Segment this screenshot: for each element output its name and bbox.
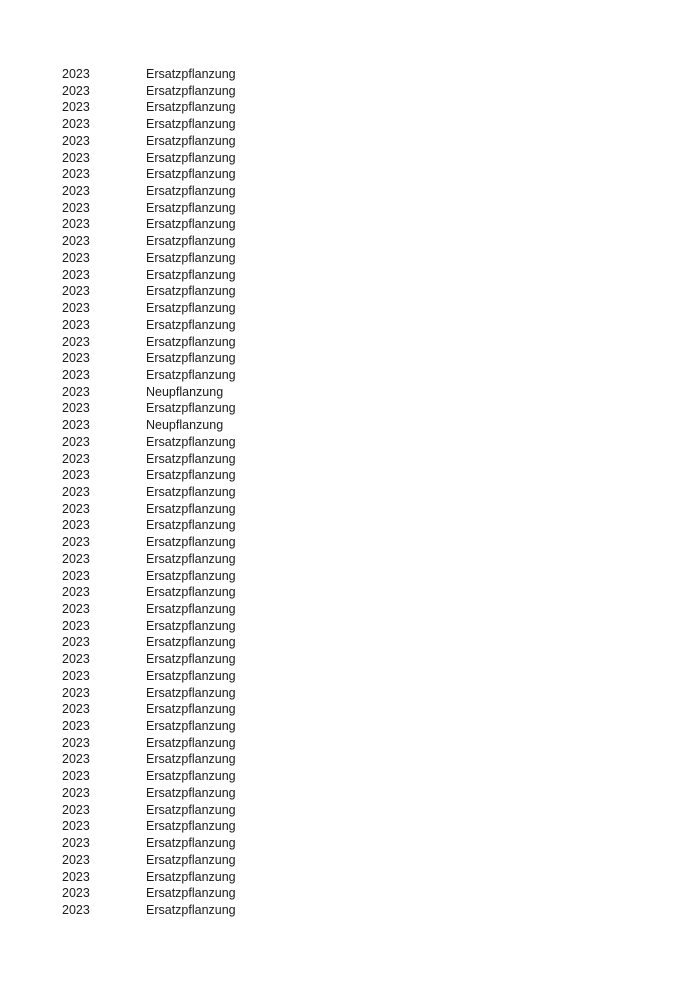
row-year: 2023: [62, 769, 90, 784]
row-year: 2023: [62, 83, 90, 98]
row-planting-type: Ersatzpflanzung: [146, 501, 236, 516]
row-year: 2023: [62, 117, 90, 132]
table-row: [62, 718, 700, 735]
row-year: 2023: [62, 200, 90, 215]
table-row: [62, 267, 700, 284]
row-planting-type: Ersatzpflanzung: [146, 551, 236, 566]
table-row: [62, 802, 700, 819]
table-row: [62, 133, 700, 150]
row-planting-type: Ersatzpflanzung: [146, 819, 236, 834]
row-planting-type: Ersatzpflanzung: [146, 618, 236, 633]
row-year: 2023: [62, 685, 90, 700]
table-row: [62, 350, 700, 367]
row-planting-type: Ersatzpflanzung: [146, 568, 236, 583]
row-year: 2023: [62, 752, 90, 767]
table-row: [62, 601, 700, 618]
row-planting-type: Ersatzpflanzung: [146, 468, 236, 483]
row-planting-type: Ersatzpflanzung: [146, 301, 236, 316]
row-year: 2023: [62, 384, 90, 399]
row-year: 2023: [62, 551, 90, 566]
table-row: [62, 869, 700, 886]
table-row: [62, 250, 700, 267]
row-planting-type: Ersatzpflanzung: [146, 167, 236, 182]
row-planting-type: Ersatzpflanzung: [146, 869, 236, 884]
table-row: [62, 751, 700, 768]
row-planting-type: Neupflanzung: [146, 418, 224, 433]
row-planting-type: Ersatzpflanzung: [146, 702, 236, 717]
row-planting-type: Ersatzpflanzung: [146, 367, 236, 382]
row-planting-type: Ersatzpflanzung: [146, 250, 236, 265]
row-year: 2023: [62, 468, 90, 483]
row-year: 2023: [62, 250, 90, 265]
row-planting-type: Ersatzpflanzung: [146, 317, 236, 332]
table-row: [62, 501, 700, 518]
row-planting-type: Ersatzpflanzung: [146, 434, 236, 449]
row-year: 2023: [62, 401, 90, 416]
table-row: [62, 467, 700, 484]
row-planting-type: Ersatzpflanzung: [146, 484, 236, 499]
row-planting-type: Ersatzpflanzung: [146, 836, 236, 851]
row-planting-type: Ersatzpflanzung: [146, 234, 236, 249]
table-row: [62, 701, 700, 718]
row-year: 2023: [62, 719, 90, 734]
table-row: [62, 852, 700, 869]
row-planting-type: Ersatzpflanzung: [146, 284, 236, 299]
row-year: 2023: [62, 585, 90, 600]
table-row: [62, 634, 700, 651]
row-year: 2023: [62, 902, 90, 917]
row-planting-type: Ersatzpflanzung: [146, 150, 236, 165]
row-year: 2023: [62, 652, 90, 667]
table-row: [62, 417, 700, 434]
table-row: [62, 317, 700, 334]
row-planting-type: Ersatzpflanzung: [146, 769, 236, 784]
row-planting-type: Ersatzpflanzung: [146, 668, 236, 683]
table-row: [62, 216, 700, 233]
table-row: [62, 166, 700, 183]
table-row: [62, 384, 700, 401]
row-year: 2023: [62, 501, 90, 516]
row-year: 2023: [62, 133, 90, 148]
row-planting-type: Ersatzpflanzung: [146, 451, 236, 466]
table-row: [62, 150, 700, 167]
row-year: 2023: [62, 167, 90, 182]
row-year: 2023: [62, 351, 90, 366]
row-year: 2023: [62, 635, 90, 650]
table-row: [62, 534, 700, 551]
row-planting-type: Ersatzpflanzung: [146, 902, 236, 917]
row-planting-type: Ersatzpflanzung: [146, 334, 236, 349]
row-planting-type: Ersatzpflanzung: [146, 67, 236, 81]
row-year: 2023: [62, 852, 90, 867]
table-row: [62, 283, 700, 300]
table-row: [62, 735, 700, 752]
row-year: 2023: [62, 668, 90, 683]
row-planting-type: Ersatzpflanzung: [146, 117, 236, 132]
row-year: 2023: [62, 317, 90, 332]
row-year: 2023: [62, 217, 90, 232]
row-year: 2023: [62, 334, 90, 349]
table-row: [62, 367, 700, 384]
table-row: [62, 400, 700, 417]
row-year: 2023: [62, 602, 90, 616]
table-row: [62, 99, 700, 116]
row-planting-type: Ersatzpflanzung: [146, 133, 236, 148]
row-year: 2023: [62, 434, 90, 449]
row-planting-type: Ersatzpflanzung: [146, 184, 236, 199]
table-row: [62, 451, 700, 468]
row-planting-type: Ersatzpflanzung: [146, 83, 236, 98]
table-row: [62, 818, 700, 835]
table-row: [62, 484, 700, 501]
table-row: [62, 668, 700, 685]
row-year: 2023: [62, 67, 90, 81]
row-year: 2023: [62, 367, 90, 382]
row-planting-type: Ersatzpflanzung: [146, 267, 236, 282]
row-year: 2023: [62, 267, 90, 282]
table-row: [62, 300, 700, 317]
row-planting-type: Ersatzpflanzung: [146, 685, 236, 700]
row-year: 2023: [62, 886, 90, 901]
table-row: [62, 768, 700, 785]
row-year: 2023: [62, 234, 90, 249]
row-year: 2023: [62, 535, 90, 550]
table-row: [62, 116, 700, 133]
row-planting-type: Ersatzpflanzung: [146, 802, 236, 817]
row-year: 2023: [62, 484, 90, 499]
row-year: 2023: [62, 785, 90, 800]
row-planting-type: Ersatzpflanzung: [146, 719, 236, 734]
row-planting-type: Ersatzpflanzung: [146, 602, 236, 616]
row-year: 2023: [62, 802, 90, 817]
row-planting-type: Ersatzpflanzung: [146, 217, 236, 232]
table-row: [62, 885, 700, 902]
table-row: [62, 434, 700, 451]
table-row: [62, 685, 700, 702]
row-year: 2023: [62, 735, 90, 750]
row-planting-type: Neupflanzung: [146, 384, 224, 399]
row-year: 2023: [62, 518, 90, 533]
table-row: [62, 200, 700, 217]
row-planting-type: Ersatzpflanzung: [146, 351, 236, 366]
row-planting-type: Ersatzpflanzung: [146, 886, 236, 901]
row-planting-type: Ersatzpflanzung: [146, 652, 236, 667]
row-year: 2023: [62, 702, 90, 717]
row-year: 2023: [62, 451, 90, 466]
row-year: 2023: [62, 418, 90, 433]
row-planting-type: Ersatzpflanzung: [146, 852, 236, 867]
row-year: 2023: [62, 301, 90, 316]
row-year: 2023: [62, 150, 90, 165]
table-row: [62, 584, 700, 601]
row-planting-type: Ersatzpflanzung: [146, 518, 236, 533]
row-year: 2023: [62, 618, 90, 633]
table-row: [62, 334, 700, 351]
row-planting-type: Ersatzpflanzung: [146, 752, 236, 767]
row-planting-type: Ersatzpflanzung: [146, 535, 236, 550]
planting-list: [62, 66, 700, 919]
row-planting-type: Ersatzpflanzung: [146, 585, 236, 600]
table-row: [62, 83, 700, 100]
row-year: 2023: [62, 836, 90, 851]
row-year: 2023: [62, 100, 90, 115]
table-row: [62, 785, 700, 802]
row-year: 2023: [62, 284, 90, 299]
table-row: [62, 551, 700, 568]
row-year: 2023: [62, 568, 90, 583]
row-year: 2023: [62, 819, 90, 834]
row-planting-type: Ersatzpflanzung: [146, 100, 236, 115]
table-row: [62, 66, 700, 83]
table-row: [62, 651, 700, 668]
table-row: [62, 835, 700, 852]
row-year: 2023: [62, 184, 90, 199]
row-planting-type: Ersatzpflanzung: [146, 200, 236, 215]
row-planting-type: Ersatzpflanzung: [146, 635, 236, 650]
table-row: [62, 618, 700, 635]
table-row: [62, 902, 700, 919]
table-row: [62, 517, 700, 534]
table-row: [62, 183, 700, 200]
row-planting-type: Ersatzpflanzung: [146, 735, 236, 750]
row-planting-type: Ersatzpflanzung: [146, 401, 236, 416]
table-row: [62, 568, 700, 585]
table-row: [62, 233, 700, 250]
row-planting-type: Ersatzpflanzung: [146, 785, 236, 800]
row-year: 2023: [62, 869, 90, 884]
